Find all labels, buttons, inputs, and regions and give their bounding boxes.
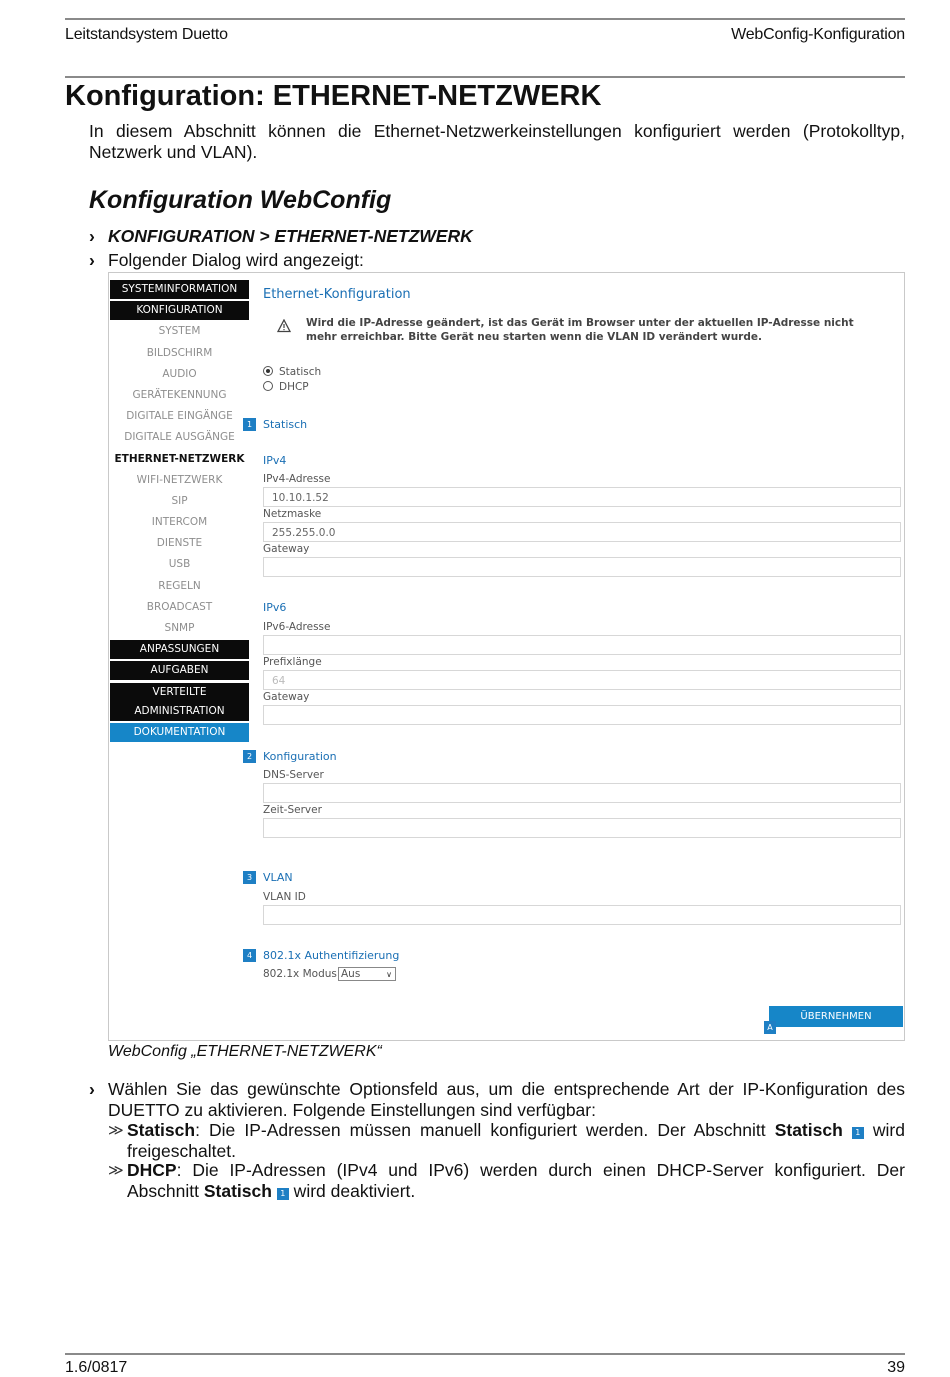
warning-icon [277,319,291,333]
8021x-mode-label: 802.1x Modus [263,968,337,980]
header-right: WebConfig-Konfiguration [731,26,905,43]
gateway6-label: Gateway [263,691,310,703]
dns-label: DNS-Server [263,769,324,781]
footer-version: 1.6/0817 [65,1359,128,1376]
sidebar-item-bildschirm[interactable]: BILDSCHIRM [146,346,213,359]
radio-static-label: Statisch [279,366,322,378]
sidebar-item-anpassungen[interactable]: ANPASSUNGEN [110,640,249,659]
chevron-down-icon: ∨ [386,970,392,979]
page-number: 39 [887,1359,905,1376]
sidebar-item-digitale-eingaenge[interactable]: DIGITALE EINGÄNGE [126,410,233,423]
sidebar-item-dienste[interactable]: DIENSTE [156,537,203,550]
section-config-title: Konfiguration [263,750,337,763]
sidebar-item-dokumentation[interactable]: DOKUMENTATION [110,723,249,742]
running-header [65,18,905,50]
prefix-label: Prefixlänge [263,656,322,668]
section-reference: Statisch [203,1180,272,1201]
radio-unchecked-icon [263,381,273,391]
step-menu-path [89,226,473,247]
gateway4-field[interactable] [263,557,901,577]
instruction-paragraph: Wählen Sie das gewünschte Optionsfeld aus, um die entsprechende Art der IP-Konfiguration des DUETTO zu aktivieren. Folgende Einstellungen sind verfügbar: [108,1079,905,1120]
dns-field[interactable] [263,783,901,803]
webconfig-screenshot [108,272,905,1041]
section-number-badge: 3 [243,871,256,884]
section-reference: Statisch [774,1120,843,1140]
step-text: KONFIGURATION > ETHERNET-NETZWERK [108,226,473,246]
intro-paragraph: In diesem Abschnitt können die Ethernet-Netzwerkeinstellungen konfiguriert werden (Protokolltyp, Netzwerk und VLAN). [89,121,905,162]
sidebar-item-wifi-netzwerk[interactable]: WIFI-NETZWERK [136,473,223,486]
sidebar-item-system[interactable]: SYSTEM [158,325,201,338]
sidebar-item-geraetekennung[interactable]: GERÄTEKENNUNG [132,388,227,401]
ipv4-address-label: IPv4-Adresse [263,473,331,485]
section-number-badge: 1 [243,418,256,431]
panel-title: Ethernet-Konfiguration [263,287,411,302]
vlan-id-label: VLAN ID [263,891,306,903]
option-text: : Die IP-Adressen müssen manuell konfiguriert werden. Der Abschnitt [195,1120,775,1140]
warning-message: Wird die IP-Adresse geändert, ist das Gerät im Browser unter der aktuellen IP-Adresse nicht mehr erreichbar. Bitte Gerät neu starten wenn die VLAN ID verändert wurde. [306,317,854,343]
header-left: Leitstandsystem Duetto [65,26,228,43]
section-number-badge: 1 [277,1188,289,1200]
callout-badge: A [764,1021,776,1034]
chevron-right-icon: › [89,226,95,246]
time-server-field[interactable] [263,818,901,838]
8021x-mode-select[interactable] [338,967,396,981]
option-static-description [127,1120,905,1161]
double-chevron-icon: ≫ [108,1162,124,1179]
gateway6-field[interactable] [263,705,901,725]
radio-dhcp-label: DHCP [279,381,309,393]
section-number-badge: 2 [243,750,256,763]
prefix-field[interactable]: 64 [263,670,901,690]
radio-static[interactable] [263,366,321,378]
chevron-right-icon: › [89,1079,95,1099]
apply-button[interactable]: ÜBERNEHMEN [769,1006,903,1027]
sidebar-nav [110,280,249,744]
ipv6-title: IPv6 [263,601,287,614]
sidebar-item-broadcast[interactable]: BROADCAST [146,600,213,613]
section-8021x-title: 802.1x Authentifizierung [263,949,400,962]
title-rule [65,76,905,78]
step-text: Folgender Dialog wird angezeigt: [108,250,364,270]
section-number-badge: 4 [243,949,256,962]
option-text: wird freigeschaltet. [127,1120,905,1161]
figure-caption: WebConfig „ETHERNET-NETZWERK“ [108,1043,382,1060]
radio-dhcp[interactable] [263,381,309,393]
footer-rule [65,1353,905,1355]
netmask-label: Netzmaske [263,508,322,520]
time-server-label: Zeit-Server [263,804,322,816]
section-static-title: Statisch [263,418,308,431]
page-title: Konfiguration: ETHERNET-NETZWERK [65,80,602,112]
vlan-id-field[interactable] [263,905,901,925]
sidebar-item-digitale-ausgaenge[interactable]: DIGITALE AUSGÄNGE [124,431,235,444]
double-chevron-icon: ≫ [108,1122,124,1139]
ipv4-title: IPv4 [263,454,287,467]
step-dialog [89,250,364,271]
sidebar-item-ethernet-netzwerk[interactable]: ETHERNET-NETZWERK [114,452,245,465]
sidebar-item-konfiguration[interactable]: KONFIGURATION [110,301,249,320]
sidebar-item-audio[interactable]: AUDIO [162,367,197,380]
8021x-mode-value: Aus [341,968,361,980]
sidebar-item-systeminformation[interactable]: SYSTEMINFORMATION [110,280,249,299]
ipv6-address-label: IPv6-Adresse [263,621,331,633]
netmask-field[interactable]: 255.255.0.0 [263,522,901,542]
ipv6-address-field[interactable] [263,635,901,655]
ipv4-address-field[interactable]: 10.10.1.52 [263,487,901,507]
sidebar-item-administration[interactable]: ADMINISTRATION [110,702,249,721]
sidebar-item-sip[interactable]: SIP [171,494,188,507]
sidebar-item-intercom[interactable]: INTERCOM [151,516,208,529]
section-vlan-title: VLAN [263,871,293,884]
option-term: Statisch [127,1120,196,1140]
section-number-badge: 1 [852,1127,864,1139]
sidebar-item-usb[interactable]: USB [168,558,191,571]
option-text: : Die IP-Adressen (IPv4 und IPv6) werden durch einen DHCP-Server konfiguriert. Der Abschnitt [127,1160,905,1201]
gateway4-label: Gateway [263,543,310,555]
sidebar-item-regeln[interactable]: REGELN [158,579,201,592]
sidebar-item-snmp[interactable]: SNMP [164,622,195,634]
option-term: DHCP [127,1160,177,1180]
sidebar-item-verteilte[interactable]: VERTEILTE [110,683,249,702]
option-dhcp-description [127,1160,905,1201]
radio-checked-icon [263,366,273,376]
sidebar-item-aufgaben[interactable]: AUFGABEN [110,661,249,680]
option-text: wird deaktiviert. [288,1180,416,1201]
subsection-title: Konfiguration WebConfig [89,186,392,214]
chevron-right-icon: › [89,250,95,270]
